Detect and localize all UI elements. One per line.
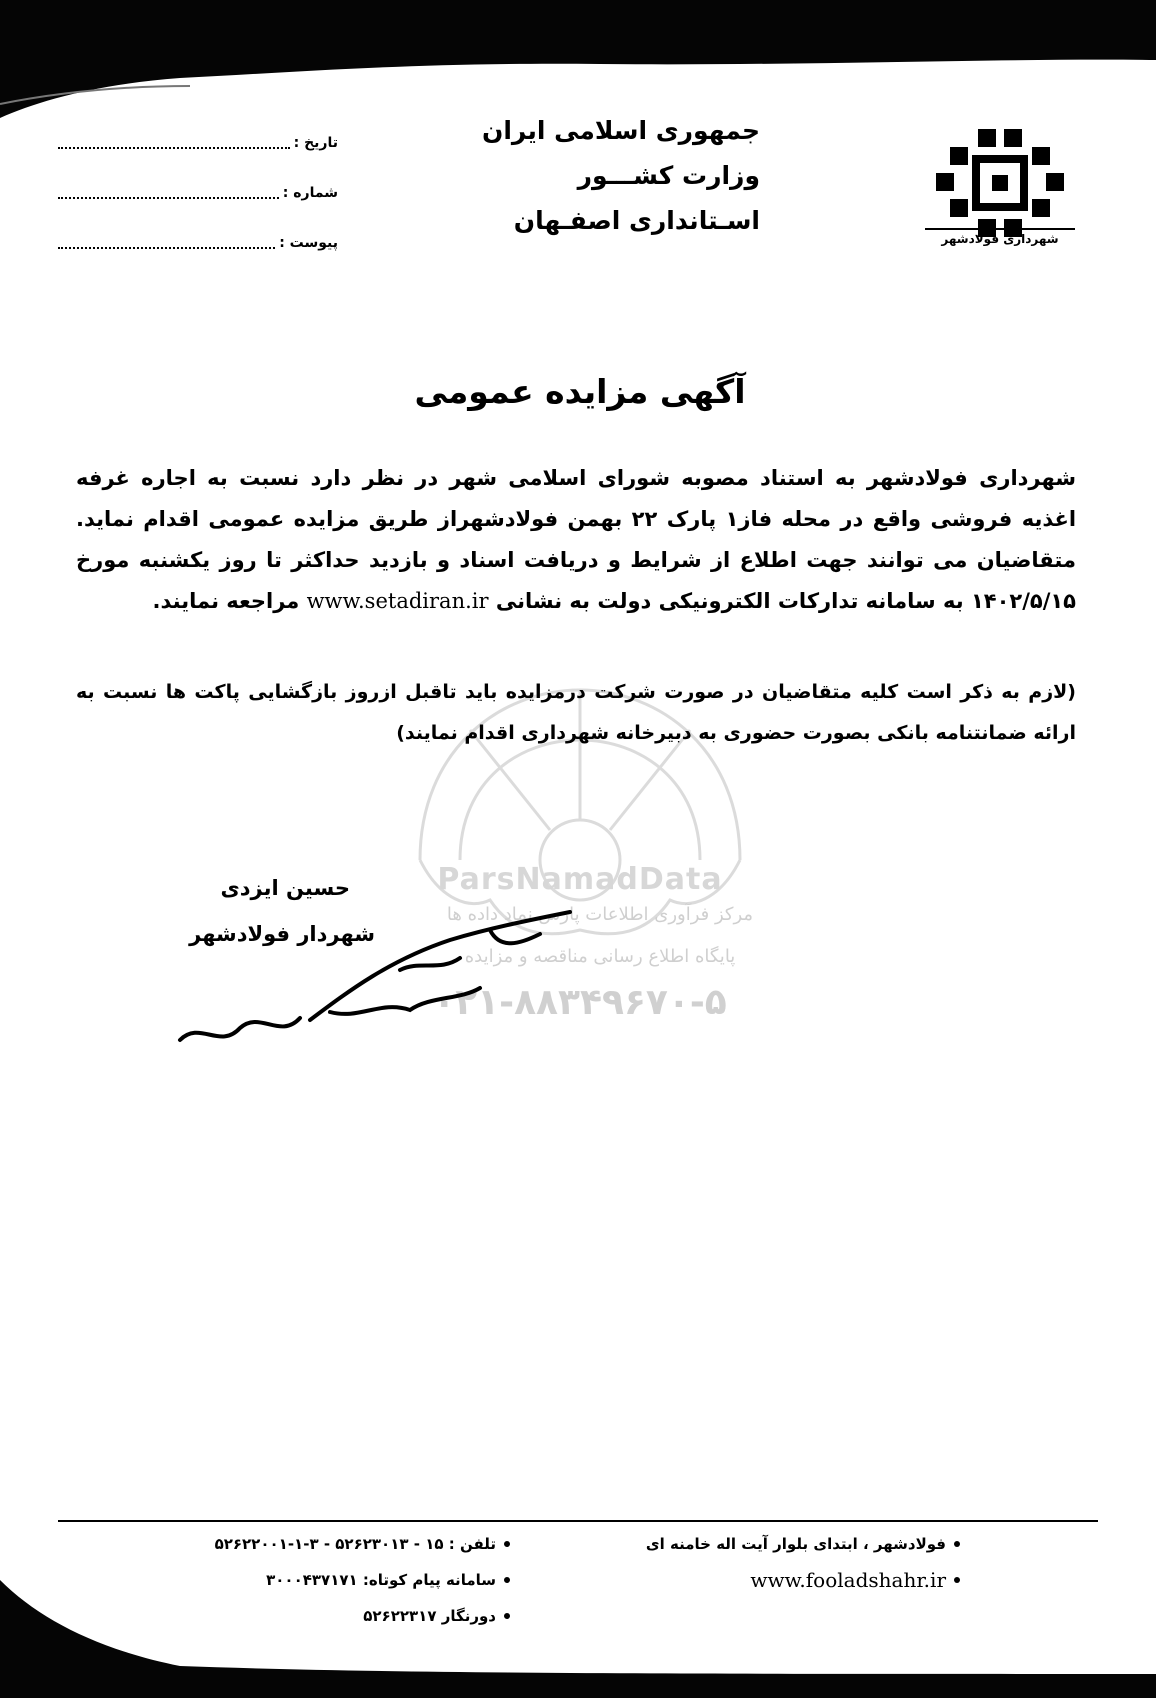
- header-line-governorate: اسـتانداری اصفـهان: [513, 206, 760, 235]
- meta-attachment-field: [58, 235, 275, 249]
- setadiran-link[interactable]: www.setadiran.ir: [306, 589, 489, 613]
- footer-phone-row: [110, 1526, 510, 1562]
- announcement-body: [76, 458, 1076, 622]
- announcement-note: (لازم به ذکر است کلیه متقاضیان در صورت شرکت درمزایده باید تاقبل ازروز بازگشایی پاکت ها نسبت به ارائه ضمانتنامه بانکی بصورت حضوری به دبیرخانه شهرداری اقدام نمایند): [76, 681, 1076, 744]
- footer-phone: تلفن : ۱۵ - ۵۲۶۲۳۰۱۳ - ۳-۱-۵۲۶۲۲۰۰۱: [214, 1535, 496, 1553]
- document-meta: [58, 135, 338, 285]
- scan-top-edge: [0, 0, 1156, 120]
- meta-date-row: [58, 135, 338, 185]
- bullet-icon: [954, 1541, 960, 1547]
- header-line-ministry: وزارت کشـــور: [577, 161, 760, 190]
- meta-number-row: [58, 185, 338, 235]
- meta-attachment-label: پیوست :: [279, 235, 338, 251]
- signatory-title: شهردار فولادشهر: [189, 922, 375, 946]
- bullet-icon: [504, 1541, 510, 1547]
- page-title: آگهی مزایده عمومی: [414, 372, 746, 411]
- watermark-brand: ParsNamadData: [437, 862, 723, 897]
- meta-date-field: [58, 135, 290, 149]
- footer-fax-row: [110, 1598, 510, 1634]
- meta-date-label: تاریخ :: [293, 135, 338, 151]
- watermark-line-2: پایگاه اطلاع رسانی مناقصه و مزایده: [464, 946, 736, 967]
- footer-website-row: [560, 1562, 960, 1598]
- body-part-2: مراجعه نمایند.: [152, 589, 300, 613]
- footer-fax: دورنگار ۵۲۶۲۲۳۱۷: [363, 1607, 496, 1625]
- meta-number-field: [58, 185, 279, 199]
- logo-caption: شهرداری فولادشهر: [925, 228, 1075, 246]
- footer-contact-right: [560, 1526, 960, 1598]
- footer-sms: سامانه پیام کوتاه: ۳۰۰۰۴۳۷۱۷۱: [266, 1571, 496, 1589]
- signatory-name: حسین ایزدی: [220, 876, 350, 900]
- header-titles: [460, 108, 760, 243]
- footer-address-row: [560, 1526, 960, 1562]
- footer-website-link[interactable]: www.fooladshahr.ir: [750, 1568, 946, 1592]
- bullet-icon: [504, 1613, 510, 1619]
- body-part-1: شهرداری فولادشهر به استناد مصوبه شورای اسلامی شهر در نظر دارد نسبت به اجاره غرفه اغذیه فروشی واقع در محله فاز۱ پارک ۲۲ بهمن فولادشهراز طریق مزایده عمومی اقدام نماید. متقاضیان می توانند جهت اطلاع از شرایط و دریافت اسناد و بازدید حداکثر تا روز یکشنبه مورخ ۱۴۰۲/۵/۱۵ به سامانه تدارکات الکترونیکی دولت به نشانی: [76, 466, 1077, 613]
- footer-contact-left: [110, 1526, 510, 1634]
- footer-divider: [58, 1520, 1098, 1522]
- watermark-phone: ۰۲۱-۸۸۳۴۹۶۷۰-۵: [433, 982, 727, 1023]
- bullet-icon: [954, 1577, 960, 1583]
- watermark-line-1: مرکز فرآوری اطلاعات پارس نماد داده ها: [446, 904, 754, 925]
- handwritten-signature-icon: [160, 900, 600, 1060]
- footer-address: فولادشهر ، ابتدای بلوار آیت اله خامنه ای: [645, 1535, 946, 1553]
- bullet-icon: [504, 1577, 510, 1583]
- meta-number-label: شماره :: [282, 185, 338, 201]
- meta-attachment-row: [58, 235, 338, 285]
- footer-sms-row: [110, 1562, 510, 1598]
- header-line-republic: جمهوری اسلامی ایران: [482, 116, 760, 145]
